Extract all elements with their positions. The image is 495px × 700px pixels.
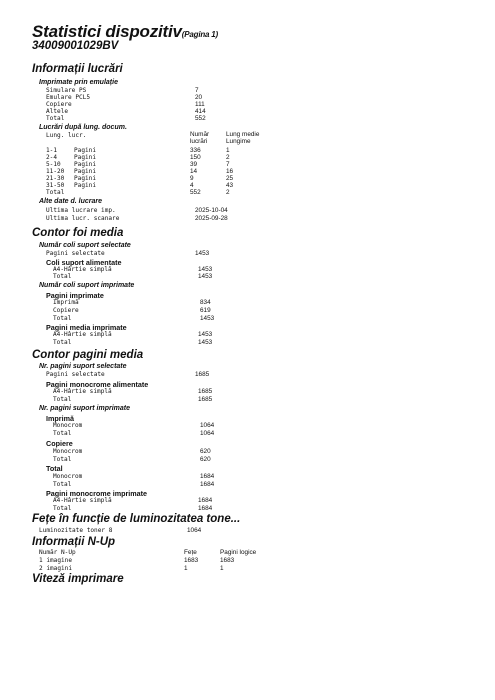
length-range: 5-10 xyxy=(46,161,61,168)
emulation-label-other: Altele xyxy=(46,108,69,115)
other-value-last-scan: 2025-09-28 xyxy=(195,215,228,222)
nup-row-label: 1 imagine xyxy=(39,557,73,564)
sheets-fed-total-label: Total xyxy=(53,273,72,280)
length-range: 1-1 xyxy=(46,147,58,154)
total-total-value: 1684 xyxy=(200,481,215,488)
group-heading-pages-printed: Pagini imprimate xyxy=(46,291,104,300)
nup-row-faces: 1683 xyxy=(184,557,199,564)
emulation-value-ps: 7 xyxy=(195,87,199,94)
length-unit: Pagini xyxy=(74,168,97,175)
print-total-label: Total xyxy=(53,430,72,437)
length-range: 21-30 xyxy=(46,175,65,182)
pages-printed-label-copy: Copiere xyxy=(53,307,79,314)
subsection-heading-by-length: Lucrări după lung. docum. xyxy=(39,124,127,131)
print-mono-value: 1064 xyxy=(200,422,215,429)
emulation-label-copy: Copiere xyxy=(46,101,72,108)
total-mono-value: 1684 xyxy=(200,473,215,480)
group-heading-total: Total xyxy=(46,464,63,473)
section-heading-media-pages: Contor pagini media xyxy=(32,349,144,361)
toner-brightness-value: 1064 xyxy=(187,527,202,534)
group-heading-copy: Copiere xyxy=(46,439,73,448)
other-label-last-scan: Ultima lucr. scanare xyxy=(46,215,120,222)
subsection-heading-sheets-printed: Număr coli suport imprimate xyxy=(39,282,135,289)
total-total-label: Total xyxy=(53,481,72,488)
length-total-label: Total xyxy=(46,189,65,196)
mono-fed-label: A4-Hârtie simplă xyxy=(53,388,112,395)
length-count: 14 xyxy=(190,168,198,175)
subsection-heading-pages-selected: Nr. pagini suport selectate xyxy=(39,363,127,370)
section-heading-job-info: Informații lucrări xyxy=(32,63,123,75)
subsection-heading-emulation: Imprimate prin emulație xyxy=(39,79,118,86)
length-count: 4 xyxy=(190,182,194,189)
column-header-count-2: lucrări xyxy=(190,138,208,145)
section-heading-print-speed: Viteză imprimare xyxy=(32,573,124,585)
section-heading-media-sheets: Contor foi media xyxy=(32,227,124,239)
group-heading-media-printed: Pagini media imprimate xyxy=(46,323,127,332)
section-heading-nup: Informații N-Up xyxy=(32,536,116,548)
length-unit: Pagini xyxy=(74,182,97,189)
copy-mono-value: 620 xyxy=(200,448,211,455)
print-mono-label: Monocrom xyxy=(53,422,83,429)
length-count: 336 xyxy=(190,147,201,154)
mono-printed-value: 1684 xyxy=(198,497,213,504)
mono-printed-total-value: 1684 xyxy=(198,505,213,512)
nup-column-number: Număr N-Up xyxy=(39,549,76,556)
emulation-label-pcl5: Emulare PCL5 xyxy=(46,94,91,101)
copy-total-value: 620 xyxy=(200,456,211,463)
length-count: 39 xyxy=(190,161,198,168)
section-heading-toner: Fețe în funcție de luminozitatea tone... xyxy=(32,513,241,525)
total-mono-label: Monocrom xyxy=(53,473,83,480)
pages-printed-label-print: Imprimă xyxy=(53,299,79,306)
column-header-count-1: Număr xyxy=(190,131,210,138)
length-unit: Pagini xyxy=(74,147,97,154)
nup-row-label: 2 imagini xyxy=(39,565,73,572)
emulation-value-other: 414 xyxy=(195,108,206,115)
sheets-fed-label: A4-Hârtie simplă xyxy=(53,266,112,273)
copy-mono-label: Monocrom xyxy=(53,448,83,455)
pages-printed-value-print: 834 xyxy=(200,299,211,306)
media-printed-total-label: Total xyxy=(53,339,72,346)
pages-printed-label-total: Total xyxy=(53,315,72,322)
media-printed-value: 1453 xyxy=(198,331,213,338)
emulation-label-total: Total xyxy=(46,115,65,122)
sheets-fed-total-value: 1453 xyxy=(198,273,213,280)
length-avg: 43 xyxy=(226,182,234,189)
sheets-selected-label: Pagini selectate xyxy=(46,250,105,257)
column-header-avg-2: Lungime xyxy=(226,138,251,145)
subsection-heading-pages-printed: Nr. pagini suport imprimate xyxy=(39,405,131,412)
column-header-avg-1: Lung medie xyxy=(226,131,260,138)
nup-row-logical: 1 xyxy=(220,565,224,572)
length-count: 9 xyxy=(190,175,194,182)
length-avg: 1 xyxy=(226,147,230,154)
length-range: 31-50 xyxy=(46,182,65,189)
group-heading-mono-printed: Pagini monocrome imprimate xyxy=(46,489,148,498)
nup-row-logical: 1683 xyxy=(220,557,235,564)
page-title: Statistici dispozitiv(Pagina 1) xyxy=(32,22,219,41)
group-heading-mono-fed: Pagini monocrome alimentate xyxy=(46,380,149,389)
subsection-heading-sheets-selected: Număr coli suport selectate xyxy=(39,242,131,249)
group-heading-sheets-fed: Coli suport alimentate xyxy=(46,258,122,267)
length-avg: 25 xyxy=(226,175,234,182)
pages-selected-label: Pagini selectate xyxy=(46,371,105,378)
mono-fed-total-label: Total xyxy=(53,396,72,403)
length-avg: 16 xyxy=(226,168,234,175)
length-count: 150 xyxy=(190,154,201,161)
length-range: 2-4 xyxy=(46,154,58,161)
length-unit: Pagini xyxy=(74,161,97,168)
emulation-value-total: 552 xyxy=(195,115,206,122)
sheets-fed-value: 1453 xyxy=(198,266,213,273)
emulation-label-ps: Simulare PS xyxy=(46,87,87,94)
length-range: 11-20 xyxy=(46,168,65,175)
other-label-last-print: Ultima lucrare imp. xyxy=(46,207,116,214)
emulation-value-pcl5: 20 xyxy=(195,94,203,101)
nup-row-faces: 1 xyxy=(184,565,188,572)
length-unit: Pagini xyxy=(74,154,97,161)
length-avg: 2 xyxy=(226,154,230,161)
pages-printed-value-copy: 619 xyxy=(200,307,211,314)
copy-total-label: Total xyxy=(53,456,72,463)
print-total-value: 1064 xyxy=(200,430,215,437)
length-unit: Pagini xyxy=(74,175,97,182)
media-printed-label: A4-Hârtie simplă xyxy=(53,331,112,338)
mono-printed-label: A4-Hârtie simplă xyxy=(53,497,112,504)
column-header-length: Lung. lucr. xyxy=(46,132,87,139)
nup-column-faces: Fețe xyxy=(184,549,197,556)
serial-number: 34009001029BV xyxy=(32,40,119,52)
nup-column-logical: Pagini logice xyxy=(220,549,257,556)
length-avg: 7 xyxy=(226,161,230,168)
length-total-avg: 2 xyxy=(226,189,230,196)
group-heading-print: Imprimă xyxy=(46,414,74,423)
length-total-count: 552 xyxy=(190,189,201,196)
mono-fed-total-value: 1685 xyxy=(198,396,213,403)
toner-brightness-label: Luminozitate toner 8 xyxy=(39,527,113,534)
mono-fed-value: 1685 xyxy=(198,388,213,395)
page-number-label: (Pagina 1) xyxy=(181,30,219,39)
pages-printed-value-total: 1453 xyxy=(200,315,215,322)
media-printed-total-value: 1453 xyxy=(198,339,213,346)
emulation-value-copy: 111 xyxy=(195,101,205,108)
subsection-heading-other: Alte date d. lucrare xyxy=(39,198,103,205)
mono-printed-total-label: Total xyxy=(53,505,72,512)
pages-selected-value: 1685 xyxy=(195,371,210,378)
sheets-selected-value: 1453 xyxy=(195,250,210,257)
other-value-last-print: 2025-10-04 xyxy=(195,207,228,214)
